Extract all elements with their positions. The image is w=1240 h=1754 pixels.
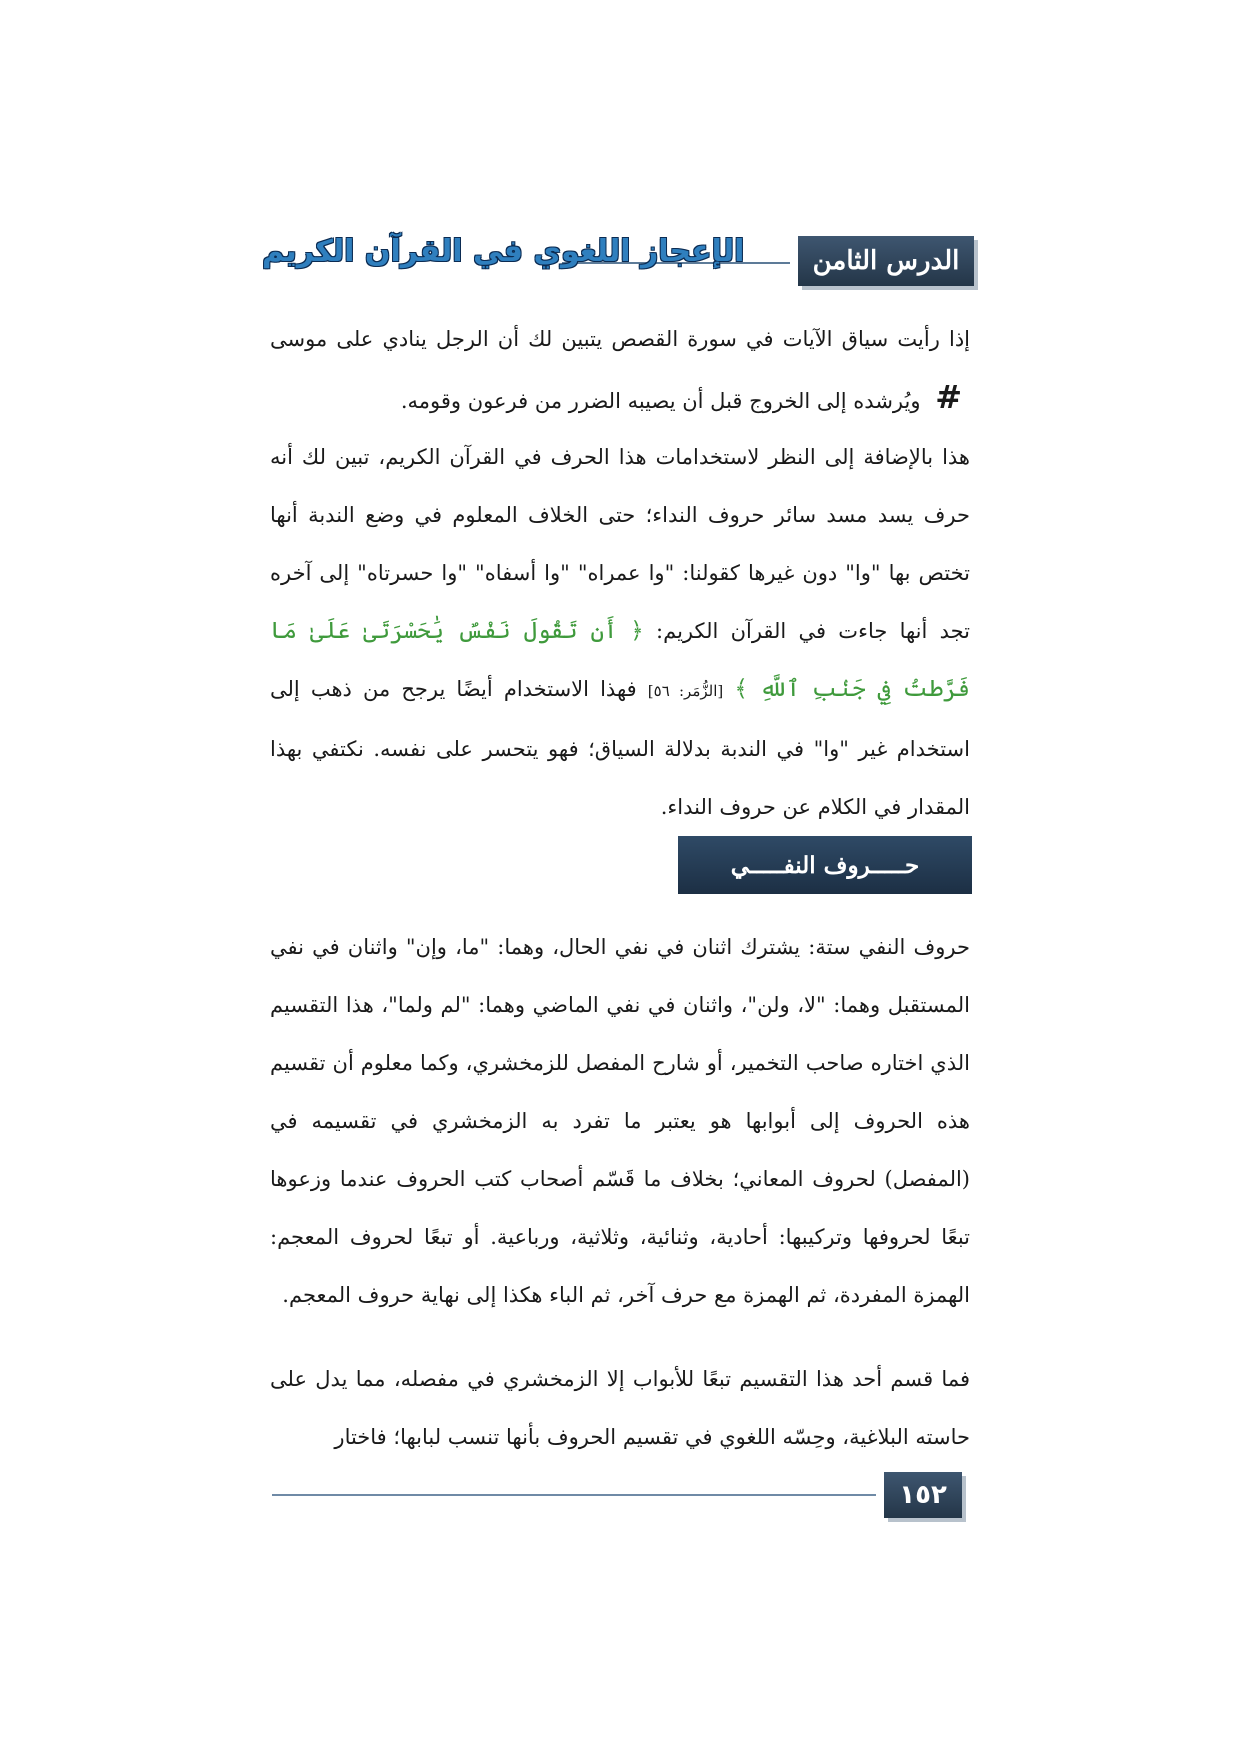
paragraph-4 <box>270 1350 970 1466</box>
page-footer <box>272 1472 972 1524</box>
lesson-label: الدرس الثامن <box>798 236 974 286</box>
page-header <box>262 232 974 292</box>
footer-divider <box>272 1494 876 1496</box>
section-heading: حـــــروف النفـــــي <box>678 836 972 894</box>
paragraph-4-text: فما قسم أحد هذا التقسيم تبعًا للأبواب إلا الزمخشري في مفصله، مما يدل على حاسته البلاغية، وحِسّه اللغوي في تقسيم الحروف بأنها تنسب لبابها؛ فاختار <box>270 1367 970 1449</box>
verse-reference: [الزُّمَر: ٥٦] <box>647 682 724 700</box>
paragraph-3 <box>270 918 970 1324</box>
paragraph-2-text: هذا بالإضافة إلى النظر لاستخدامات هذا الحرف في القرآن الكريم، تبين لك أنه حرف يسد مسد سائر حروف النداء؛ حتى الخلاف المعلوم في وضع الندبة أنها تختص بها "وا" دون غيرها كقولنا: "وا عمراه" "وا أسفاه" "وا حسرتاه" إلى آخره تجد أنها جاءت في القرآن الكريم: <box>270 445 970 643</box>
quran-verse: ﴿ أَن تَقُولَ نَفْسٌ يَٰحَسْرَتَىٰ عَلَىٰ مَا فَرَّطتُ فِي جَنۢبِ ٱللَّهِ ﴾ <box>270 618 971 702</box>
paragraph-2-end: فهذا الاستخدام أيضًا يرجح من ذهب إلى استخدام غير "وا" في الندبة بدلالة السياق؛ فهو يتحسر على نفسه. نكتفي بهذا المقدار في الكلام عن حروف النداء. <box>270 677 970 819</box>
page-number: ١٥٢ <box>884 1472 962 1518</box>
book-title: الإعجاز اللغوي في القرآن الكريم <box>262 234 745 269</box>
paragraph-1 <box>270 310 970 430</box>
paragraph-2 <box>270 428 970 836</box>
paragraph-1-end: ويُرشده إلى الخروج قبل أن يصيبه الضرر من فرعون وقومه. <box>400 389 921 413</box>
paragraph-1-text: إذا رأيت سياق الآيات في سورة القصص يتبين لك أن الرجل ينادي على موسى <box>270 327 970 351</box>
paragraph-3-text: حروف النفي ستة: يشترك اثنان في نفي الحال، وهما: "ما، وإن" واثنان في نفي المستقبل وهما: "لا، ولن"، واثنان في نفي الماضي وهما: "لم ولما"، هذا التقسيم الذي اختاره صاحب التخمير، أو شارح المفصل للزمخشري، وكما معلوم أن تقسيم هذه الحروف إلى أبوابها هو يعتبر ما تفرد به الزمخشري في تقسيمه في (المفصل) لحروف المعاني؛ بخلاف ما قَسّم أصحاب كتب الحروف عندما وزعوها تبعًا لحروفها وتركيبها: أحادية، وثنائية، وثلاثية، ورباعية. أو تبعًا لحروف المعجم: الهمزة المفردة، ثم الهمزة مع حرف آخر، ثم الباء هكذا إلى نهاية حروف المعجم. <box>270 935 970 1307</box>
honorific-mark: # <box>935 378 962 416</box>
